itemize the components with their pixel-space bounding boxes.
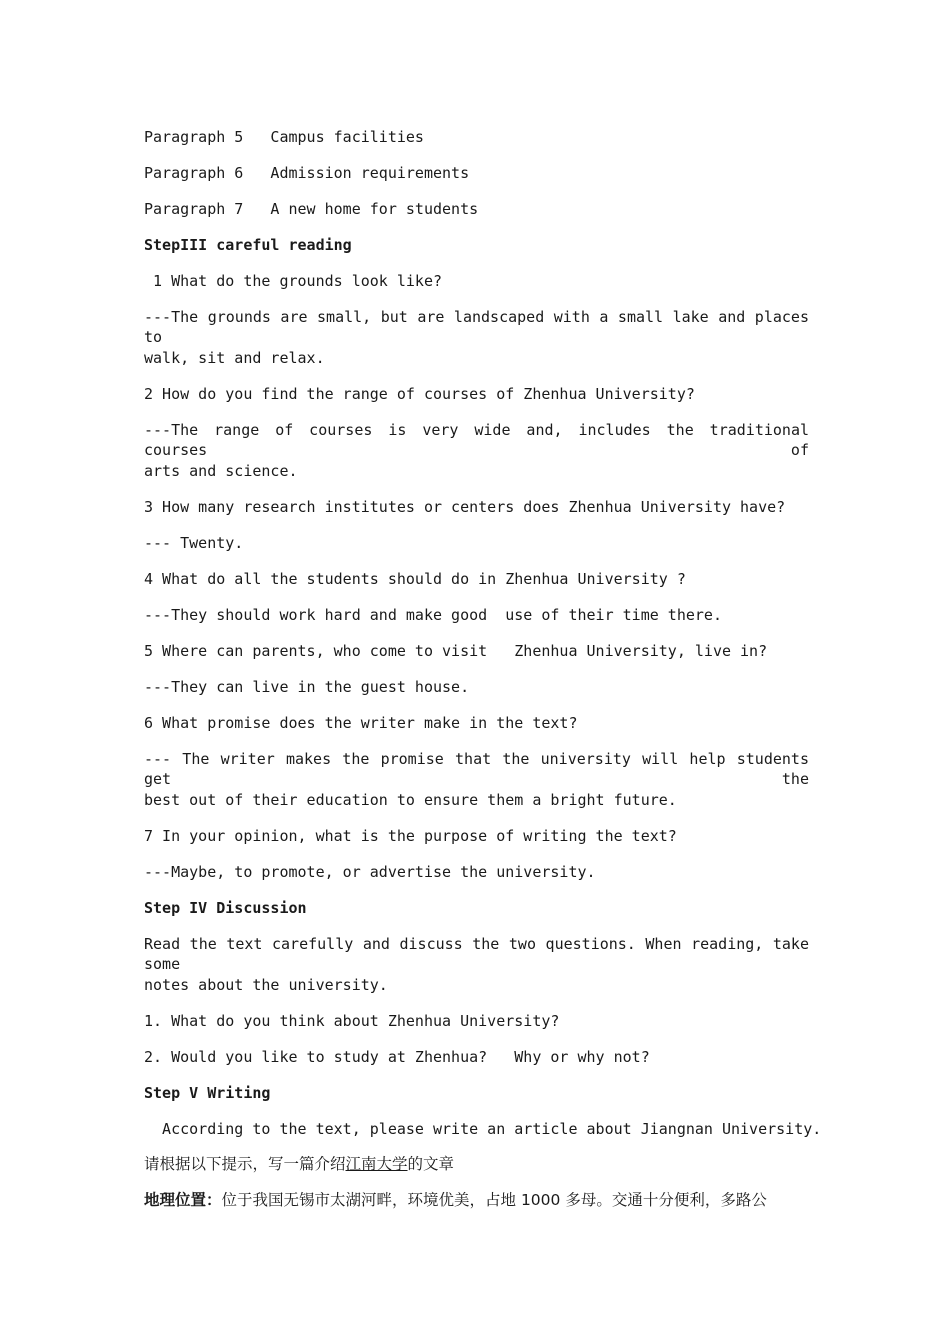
chinese-prompt-university: 江南大学 — [345, 1155, 408, 1173]
discussion-instruction-line-2: notes about the university. — [144, 976, 388, 994]
answer-6-line-1: --- The writer makes the promise that the university will help students get the — [144, 750, 809, 788]
answer-5: ---They can live in the guest house. — [144, 678, 470, 696]
chinese-prompt-suffix: 的文章 — [407, 1155, 455, 1173]
heading-step-3: StepIII careful reading — [144, 236, 352, 254]
question-7: 7 In your opinion, what is the purpose of writing the text? — [144, 827, 677, 845]
question-3: 3 How many research institutes or centers does Zhenhua University have? — [144, 498, 786, 516]
answer-1-line-1: ---The grounds are small, but are landscaped with a small lake and places to — [144, 308, 809, 346]
answer-2-line-1: ---The range of courses is very wide and, includes the traditional courses of — [144, 421, 809, 459]
location-text: 位于我国无锡市太湖河畔，环境优美，占地 1000 多母。交通十分便利，多路公 — [221, 1191, 767, 1209]
chinese-prompt — [144, 1154, 809, 1174]
outline-paragraph-5: Paragraph 5 Campus facilities — [144, 128, 424, 146]
chinese-location-line — [144, 1190, 809, 1210]
answer-3: --- Twenty. — [144, 534, 244, 552]
chinese-prompt-prefix: 请根据以下提示，写一篇介绍 — [144, 1155, 346, 1173]
heading-step-5: Step V Writing — [144, 1084, 271, 1102]
question-5: 5 Where can parents, who come to visit Zhenhua University, live in? — [144, 642, 768, 660]
writing-instruction: According to the text, please write an article about Jiangnan University. — [144, 1120, 822, 1138]
outline-paragraph-7: Paragraph 7 A new home for students — [144, 200, 479, 218]
location-label: 地理位置： — [144, 1191, 222, 1209]
outline-paragraph-6: Paragraph 6 Admission requirements — [144, 164, 470, 182]
heading-step-4: Step IV Discussion — [144, 899, 307, 917]
question-2: 2 How do you find the range of courses of Zhenhua University? — [144, 385, 695, 403]
answer-1-line-2: walk, sit and relax. — [144, 349, 325, 367]
answer-4: ---They should work hard and make good use of their time there. — [144, 606, 722, 624]
answer-6-line-2: best out of their education to ensure them a bright future. — [144, 791, 677, 809]
discussion-question-1: 1. What do you think about Zhenhua University? — [144, 1012, 560, 1030]
question-1: 1 What do the grounds look like? — [144, 272, 443, 290]
question-4: 4 What do all the students should do in Zhenhua University ? — [144, 570, 686, 588]
answer-7: ---Maybe, to promote, or advertise the university. — [144, 863, 596, 881]
answer-2-line-2: arts and science. — [144, 462, 298, 480]
discussion-question-2: 2. Would you like to study at Zhenhua? Why or why not? — [144, 1048, 650, 1066]
question-6: 6 What promise does the writer make in the text? — [144, 714, 578, 732]
discussion-instruction-line-1: Read the text carefully and discuss the two questions. When reading, take some — [144, 935, 809, 973]
